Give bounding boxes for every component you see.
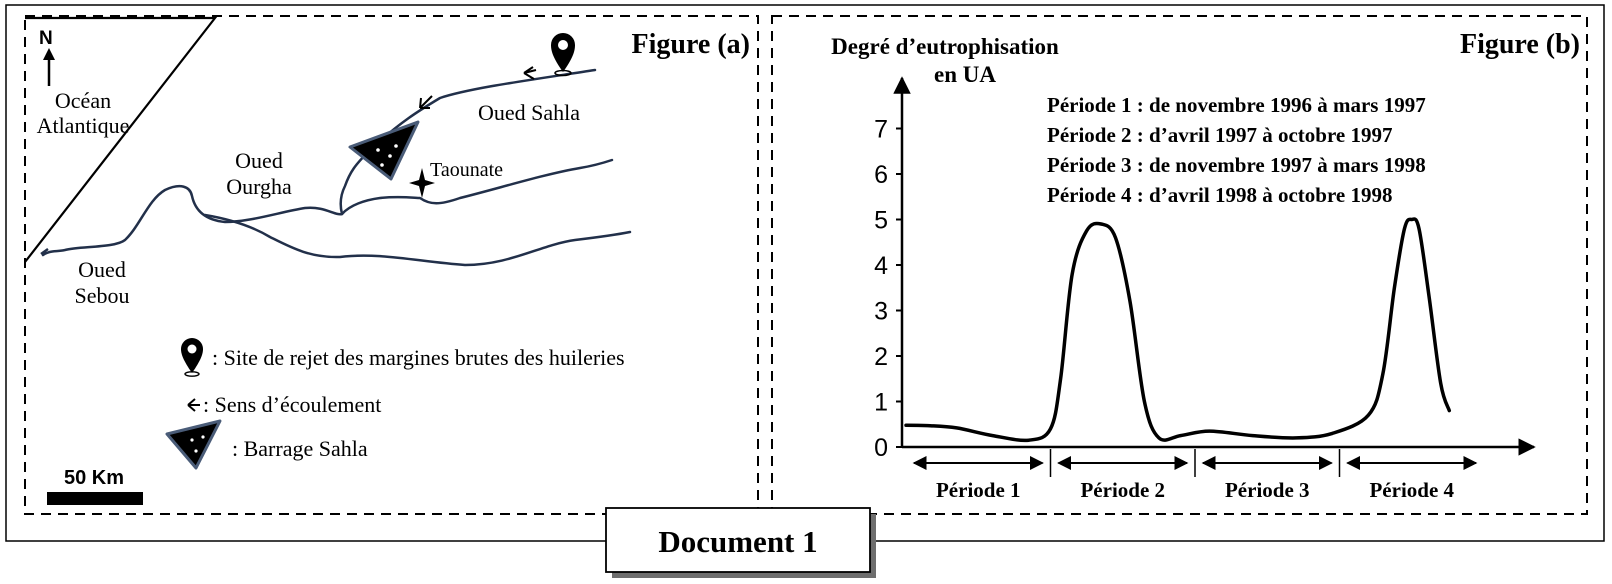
period-label: Période 1 xyxy=(935,478,1021,502)
dam-triangle-icon xyxy=(350,122,418,179)
map-legend xyxy=(167,338,625,468)
eutrophication-curve xyxy=(906,219,1449,440)
y-tick-label: 2 xyxy=(874,343,888,371)
y-tick-label: 4 xyxy=(874,252,888,280)
y-axis-label-line2: en UA xyxy=(934,62,996,87)
scale-label: 50 Km xyxy=(63,467,125,489)
map-pin-icon xyxy=(181,338,203,376)
legend-item-flow-text: : Sens d’écoulement xyxy=(203,392,382,417)
coastline xyxy=(25,18,215,262)
oued-sahla-label: Oued Sahla xyxy=(477,100,581,125)
north-label: N xyxy=(39,28,53,49)
oued-sebou-river xyxy=(205,215,630,265)
period-legend-2: Période 2 : d’avril 1997 à octobre 1997 xyxy=(1047,123,1393,147)
scale-bar xyxy=(47,492,143,505)
oued-sebou-label-line1: Oued xyxy=(78,257,126,282)
ocean-label-line2: Atlantique xyxy=(36,113,130,138)
flow-arrow-icon xyxy=(524,67,536,79)
figure-a-frame xyxy=(25,16,758,514)
figure-a-title: Figure (a) xyxy=(631,29,750,60)
y-tick-label: 1 xyxy=(874,388,888,417)
y-axis-ticks xyxy=(874,116,902,463)
period-legend-3: Période 3 : de novembre 1997 à mars 1998 xyxy=(1047,153,1426,177)
period-ranges xyxy=(914,449,1476,502)
taounate-label: Taounate xyxy=(430,159,504,181)
dam-triangle-icon xyxy=(167,421,220,468)
legend-item-pin-text: : Site de rejet des margines brutes des huileries xyxy=(212,345,625,370)
period-legend-4: Période 4 : d’avril 1998 à octobre 1998 xyxy=(1047,183,1393,207)
oued-ourgha-river xyxy=(43,160,612,255)
legend-item-dam-text: : Barrage Sahla xyxy=(232,436,368,461)
period-label: Période 4 xyxy=(1369,478,1455,502)
oued-ourgha-label-line1: Oued xyxy=(235,148,283,173)
document-label: Document 1 xyxy=(658,524,818,559)
figure-b-frame xyxy=(772,16,1587,514)
map-pin-icon xyxy=(551,33,575,76)
oued-ourgha-label-line2: Ourgha xyxy=(226,174,292,199)
figure-a-map xyxy=(25,18,750,505)
north-arrow-icon xyxy=(43,48,55,86)
y-tick-label: 5 xyxy=(874,206,888,235)
period-label: Période 2 xyxy=(1080,478,1166,502)
figure-b-chart xyxy=(831,29,1580,502)
y-tick-label: 7 xyxy=(874,115,888,144)
y-tick-label: 6 xyxy=(874,161,888,189)
arrow-left-icon xyxy=(188,399,200,411)
y-axis-label-line1: Degré d’eutrophisation xyxy=(831,34,1059,59)
figure-b-title: Figure (b) xyxy=(1459,29,1580,60)
y-tick-label: 3 xyxy=(874,297,888,326)
y-tick-label: 0 xyxy=(874,434,888,462)
oued-sebou-label-line2: Sebou xyxy=(74,283,130,308)
period-label: Période 3 xyxy=(1224,478,1310,502)
ocean-label-line1: Océan xyxy=(54,88,112,113)
period-legend-1: Période 1 : de novembre 1996 à mars 1997 xyxy=(1047,93,1426,117)
